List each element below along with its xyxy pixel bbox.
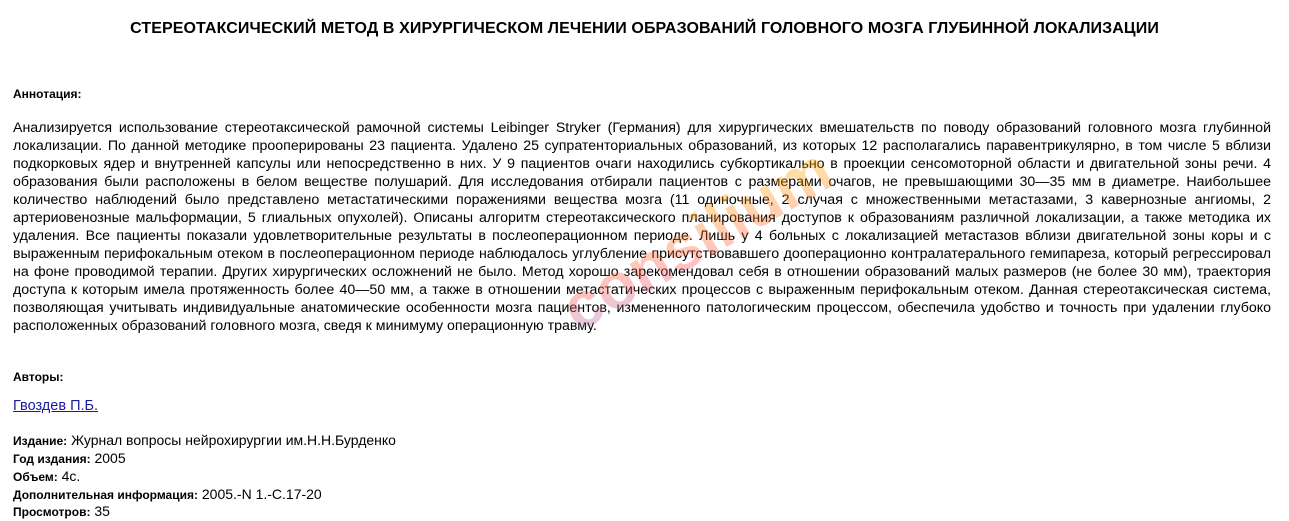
author-link[interactable]: Гвоздев П.Б. (13, 398, 99, 414)
views-row (13, 502, 110, 521)
year-label: Год издания: (13, 452, 91, 466)
authors-label: Авторы: (13, 370, 64, 384)
page-title: СТЕРЕОТАКСИЧЕСКИЙ МЕТОД В ХИРУРГИЧЕСКОМ ЛЕЧЕНИИ ОБРАЗОВАНИЙ ГОЛОВНОГО МОЗГА ГЛУБИННОЙ ЛОКАЛИЗАЦИИ (130, 20, 1159, 37)
watermark-text: consilium (549, 133, 844, 345)
year-value: 2005 (94, 450, 126, 466)
edition-value: Журнал вопросы нейрохирургии им.Н.Н.Бурденко (71, 432, 396, 448)
extra-info-value: 2005.-N 1.-C.17-20 (201, 486, 322, 502)
views-value: 35 (94, 503, 110, 519)
volume-row (13, 467, 80, 486)
extra-info-label: Дополнительная информация: (13, 488, 198, 502)
volume-value: 4с. (61, 468, 81, 484)
edition-row (13, 431, 396, 450)
views-label: Просмотров: (13, 505, 91, 519)
annotation-label: Аннотация: (13, 87, 82, 101)
edition-label: Издание: (13, 434, 68, 448)
annotation-text: Анализируется использование стереотаксической рамочной системы Leibinger Stryker (Германия) для хирургических вмешательств по поводу образований головного мозга глубинной локализации. По данной методике прооперированы 23 пациента. Удалено 25 супратенториальных образований, из которых 12 располагались паравентрикулярно, в том числе 5 вблизи подкорковых ядер и внутренней капсулы или непосредственно в них. У 9 пациентов очаги находились субкортикально в проекции сенсомоторной области и двигательной зоны речи. 4 образования были расположены в белом веществе полушарий. Для исследования отбирали пациентов с размерами очагов, не превышающими 30—35 мм в диаметре. Наибольшее количество наблюдений было представлено метастатическими поражениями вещества мозга (11 одиночные, 2 случая с множественными метастазами, 3 кавернозные ангиомы, 2 артериовенозные мальформации, 5 глиальных опухолей). Описаны алгоритм стереотаксического планирования доступов к образованиям различной локализации, а также методика их удаления. Все пациенты показали удовлетворительные результаты в послеоперационном периоде. Лишь у 4 больных с локализацией метастазов вблизи двигательной зоны коры и с выраженным перифокальным отеком в послеоперационном периоде наблюдалось углубление присутствовавшего дооперационно контралатерального гемипареза, который регрессировал на фоне проводимой терапии. Других хирургических осложнений не было. Метод хорошо зарекомендовал себя в отношении образований малых размеров (не более 30 мм), траектория доступа к которым имела протяженность более 40—50 мм, а также в отношении метастатических процессов с выраженным перифокальным отеком. Данная стереотаксическая система, позволяющая учитывать индивидуальные анатомические особенности мозга пациентов, измененного патологическим процессом, обеспечила удобство и точность при удалении глубоко расположенных образований головного мозга, сведя к минимуму операционную травму. (13, 120, 1271, 334)
volume-label: Объем: (13, 470, 58, 484)
year-row (13, 449, 126, 468)
